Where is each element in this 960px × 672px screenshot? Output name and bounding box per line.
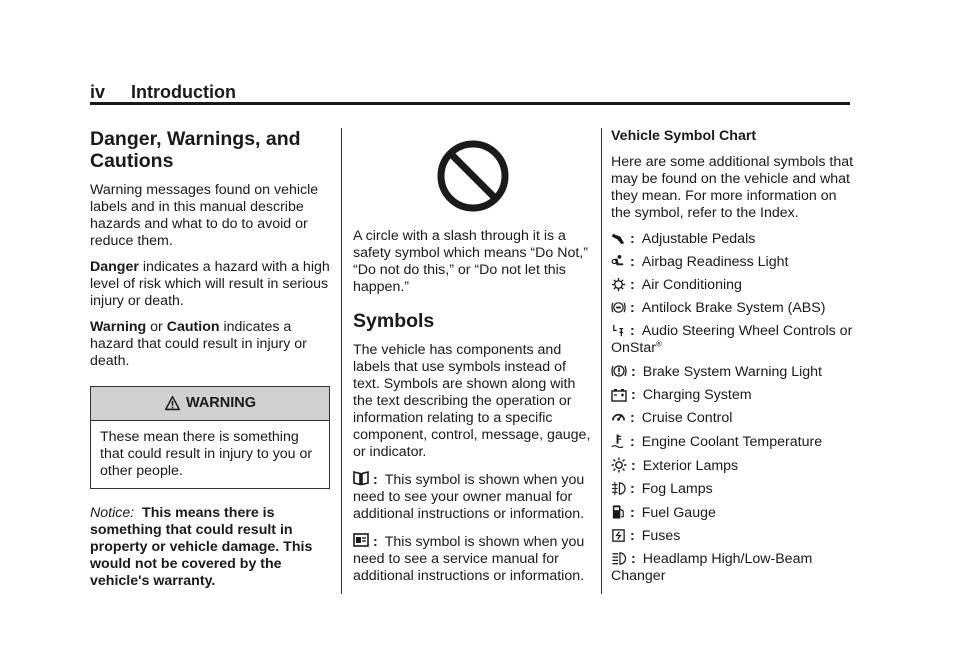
no-symbol-icon — [435, 138, 511, 214]
header-rule — [90, 102, 850, 105]
danger-word: Danger — [90, 259, 139, 275]
service-manual-icon — [353, 532, 369, 548]
symbol-chart-intro: Here are some additional symbols that may be found on the vehicle and what they mean. For more information on the symbol, refer to the Index. — [611, 154, 854, 221]
coolant-temperature-icon — [611, 433, 626, 449]
cruise-control-icon — [611, 410, 626, 425]
column-divider-1 — [341, 128, 342, 594]
airbag-icon — [611, 254, 626, 269]
symbol-row-exterior-lamps: : Exterior Lamps — [611, 457, 857, 475]
symbols-paragraph: The vehicle has components and labels that use symbols instead of text. Symbols are shown along with the text describing the operation or information relating to a specific component, control, message, gauge, or indicator. — [353, 342, 591, 460]
symbol-row-airbag: : Airbag Readiness Light — [611, 254, 857, 271]
warning-paragraph: Warning or Caution indicates a hazard that could result in injury or death. — [90, 319, 307, 369]
brake-warning-icon — [611, 363, 627, 379]
column-divider-2 — [601, 128, 602, 594]
symbol-row-headlamp: : Headlamp High/Low-Beam Changer — [611, 551, 813, 584]
notice-label: Notice: — [90, 505, 135, 521]
symbol-row-fuel-gauge: : Fuel Gauge — [611, 504, 857, 522]
symbol-row-fog-lamps: : Fog Lamps — [611, 481, 857, 498]
symbol-row-air-conditioning: : Air Conditioning — [611, 277, 857, 294]
symbol-row-fuses: : Fuses — [611, 528, 857, 545]
exterior-lamps-icon — [611, 457, 627, 473]
abs-icon — [611, 300, 626, 315]
symbol-row-abs: : Antilock Brake System (ABS) — [611, 300, 857, 317]
warning-box-header: WARNING — [91, 387, 329, 421]
headlamp-icon — [611, 551, 627, 566]
heading-symbols: Symbols — [353, 310, 435, 332]
heading-danger-warnings: Danger, Warnings, and Cautions — [90, 128, 301, 172]
owner-manual-icon — [353, 470, 369, 486]
section-title: Introduction — [131, 82, 236, 102]
air-conditioning-icon — [611, 277, 626, 292]
column-1 — [90, 128, 330, 599]
warning-word: Warning — [90, 319, 147, 335]
vehicle-symbol-chart-title: Vehicle Symbol Chart — [611, 128, 757, 144]
fog-lamps-icon — [611, 481, 626, 496]
fuses-icon — [611, 528, 626, 543]
warning-triangle-icon — [164, 395, 181, 412]
service-manual-entry: : This symbol is shown when you need to see a service manual for additional instructions or information. — [353, 534, 585, 584]
column-2 — [353, 128, 591, 594]
circle-caption: A circle with a slash through it is a safety symbol which means “Do Not,” “Do not do this,” or “Do not let this happen.” — [353, 228, 588, 295]
caution-word: Caution — [166, 319, 220, 335]
column-3 — [611, 128, 857, 591]
notice-paragraph: Notice: This means there is something that could result in property or vehicle damage. This would not be covered by the vehicle's warranty. — [90, 505, 313, 589]
symbol-row-adjustable-pedals: : Adjustable Pedals — [611, 231, 857, 248]
warning-box-body: These mean there is something that could result in injury to you or other people. — [100, 429, 313, 479]
symbol-row-charging: : Charging System — [611, 387, 857, 404]
symbol-row-coolant: : Engine Coolant Temperature — [611, 433, 857, 451]
adjustable-pedals-icon — [611, 231, 626, 246]
page-number: iv — [90, 82, 106, 102]
symbol-row-brake-warning: : Brake System Warning Light — [611, 363, 857, 381]
audio-steering-icon — [611, 323, 626, 338]
warning-box — [90, 386, 330, 489]
battery-icon — [611, 387, 627, 402]
fuel-gauge-icon — [611, 504, 626, 520]
owner-manual-entry: : This symbol is shown when you need to see your owner manual for additional instructions or information. — [353, 472, 585, 522]
symbol-row-audio-steering: : Audio Steering Wheel Controls or OnStar® — [611, 323, 853, 356]
danger-paragraph: Danger indicates a hazard with a high level of risk which will result in serious injury or death. — [90, 259, 330, 309]
intro-paragraph: Warning messages found on vehicle labels and in this manual describe hazards and what to do to avoid or reduce them. — [90, 182, 319, 249]
symbol-row-cruise: : Cruise Control — [611, 410, 857, 427]
